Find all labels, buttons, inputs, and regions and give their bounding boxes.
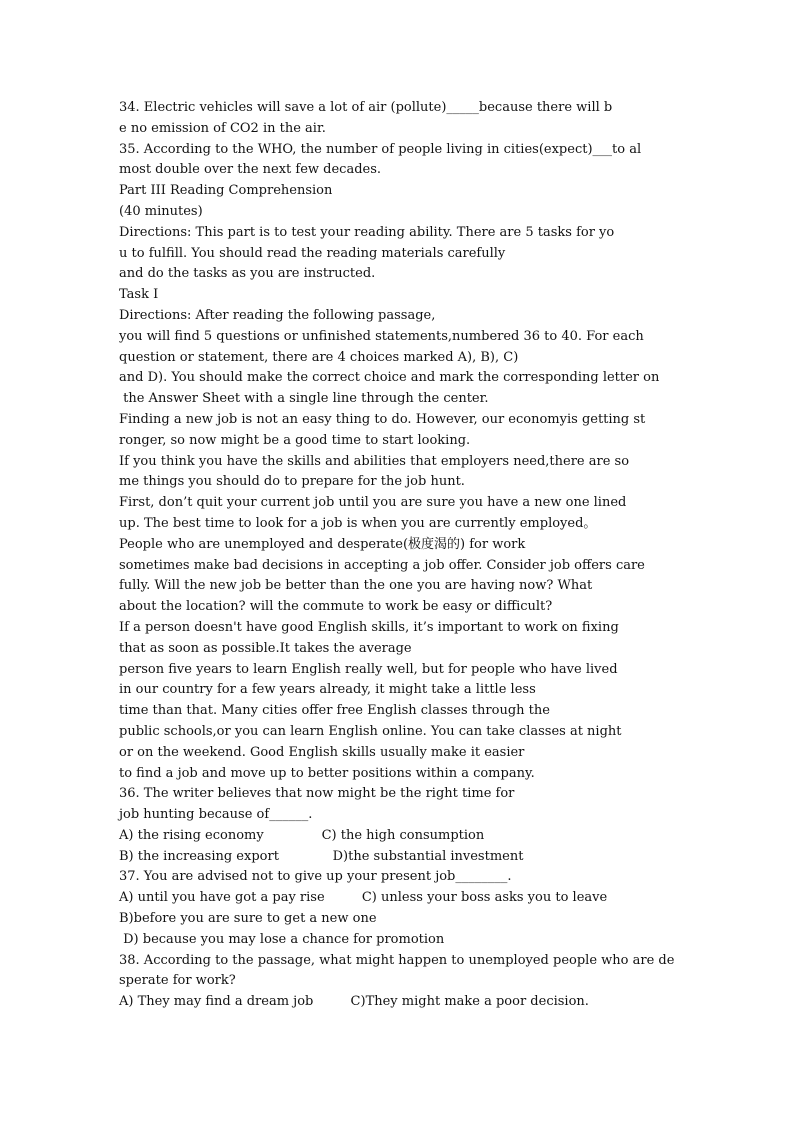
directions-line-3: and do the tasks as you are instructed. [119,266,376,282]
directions-line-1: Directions: This part is to test your reading ability. There are 5 tasks for yo [119,224,615,240]
passage-line: up. The best time to look for a job is when you are currently employed。 [119,515,597,531]
q36-options-ac: A) the rising economy C) the high consumption [119,827,485,843]
q38-options-ac: A) They may find a dream job C)They might make a poor decision. [119,994,589,1010]
q36-stem-line-1: 36. The writer believes that now might be the right time for [119,786,515,802]
task-directions-line-2: you will find 5 questions or unfinished statements,numbered 36 to 40. For each [119,328,644,344]
task-directions-line-4: and D). You should make the correct choice and mark the corresponding letter on [119,370,660,386]
q34-line-1: 34. Electric vehicles will save a lot of air (pollute)_____because there will b [119,100,613,115]
passage-line: time than that. Many cities offer free English classes through the [119,703,550,719]
q35-line-2: most double over the next few decades. [119,162,382,178]
document-page [119,98,679,1013]
directions-line-2: u to fulfill. You should read the reading materials carefully [119,245,506,261]
q36-options-bd: B) the increasing export D)the substantial investment [119,848,524,864]
passage-line: in our country for a few years already, it might take a little less [119,682,536,698]
section-time: (40 minutes) [119,203,203,219]
passage-line: me things you should do to prepare for the job hunt. [119,474,465,490]
q35-line-1: 35. According to the WHO, the number of people living in cities(expect)___to al [119,141,642,157]
passage-line: or on the weekend. Good English skills usually make it easier [119,744,525,760]
passage-line: about the location? will the commute to work be easy or difficult? [119,599,553,615]
q38-stem-line-1: 38. According to the passage, what might happen to unemployed people who are de [119,952,675,968]
task-directions-line-5: the Answer Sheet with a single line through the center. [119,391,489,407]
q37-option-b: B)before you are sure to get a new one [119,911,377,927]
passage-line: fully. Will the new job be better than the one you are having now? What [119,578,593,594]
passage-line: Finding a new job is not an easy thing to do. However, our economyis getting st [119,411,646,427]
q37-stem: 37. You are advised not to give up your present job________. [119,869,512,885]
task-heading: Task I [119,287,159,303]
q36-stem-line-2: job hunting because of______. [119,807,313,823]
passage-line: ronger, so now might be a good time to start looking. [119,432,471,448]
passage-line: If you think you have the skills and abilities that employers need,there are so [119,453,630,469]
passage-line: person five years to learn English really well, but for people who have lived [119,661,618,677]
section-heading: Part III Reading Comprehension [119,183,333,199]
passage-line: If a person doesn't have good English skills, it’s important to work on fixing [119,619,619,635]
q38-stem-line-2: sperate for work? [119,973,236,989]
passage-line: that as soon as possible.It takes the average [119,640,412,656]
task-directions-line-1: Directions: After reading the following passage, [119,307,436,323]
q37-options-ac: A) until you have got a pay rise C) unless your boss asks you to leave [119,890,608,906]
passage-line: public schools,or you can learn English online. You can take classes at night [119,723,622,739]
q34-line-2: e no emission of CO2 in the air. [119,120,326,136]
passage-line: People who are unemployed and desperate(极度渴的) for work [119,536,526,552]
passage-line: sometimes make bad decisions in accepting a job offer. Consider job offers care [119,557,645,573]
passage-line: to find a job and move up to better positions within a company. [119,765,535,781]
passage-line: First, don’t quit your current job until you are sure you have a new one lined [119,495,627,511]
task-directions-line-3: question or statement, there are 4 choices marked A), B), C) [119,349,519,365]
q37-option-d: D) because you may lose a chance for promotion [119,931,445,947]
